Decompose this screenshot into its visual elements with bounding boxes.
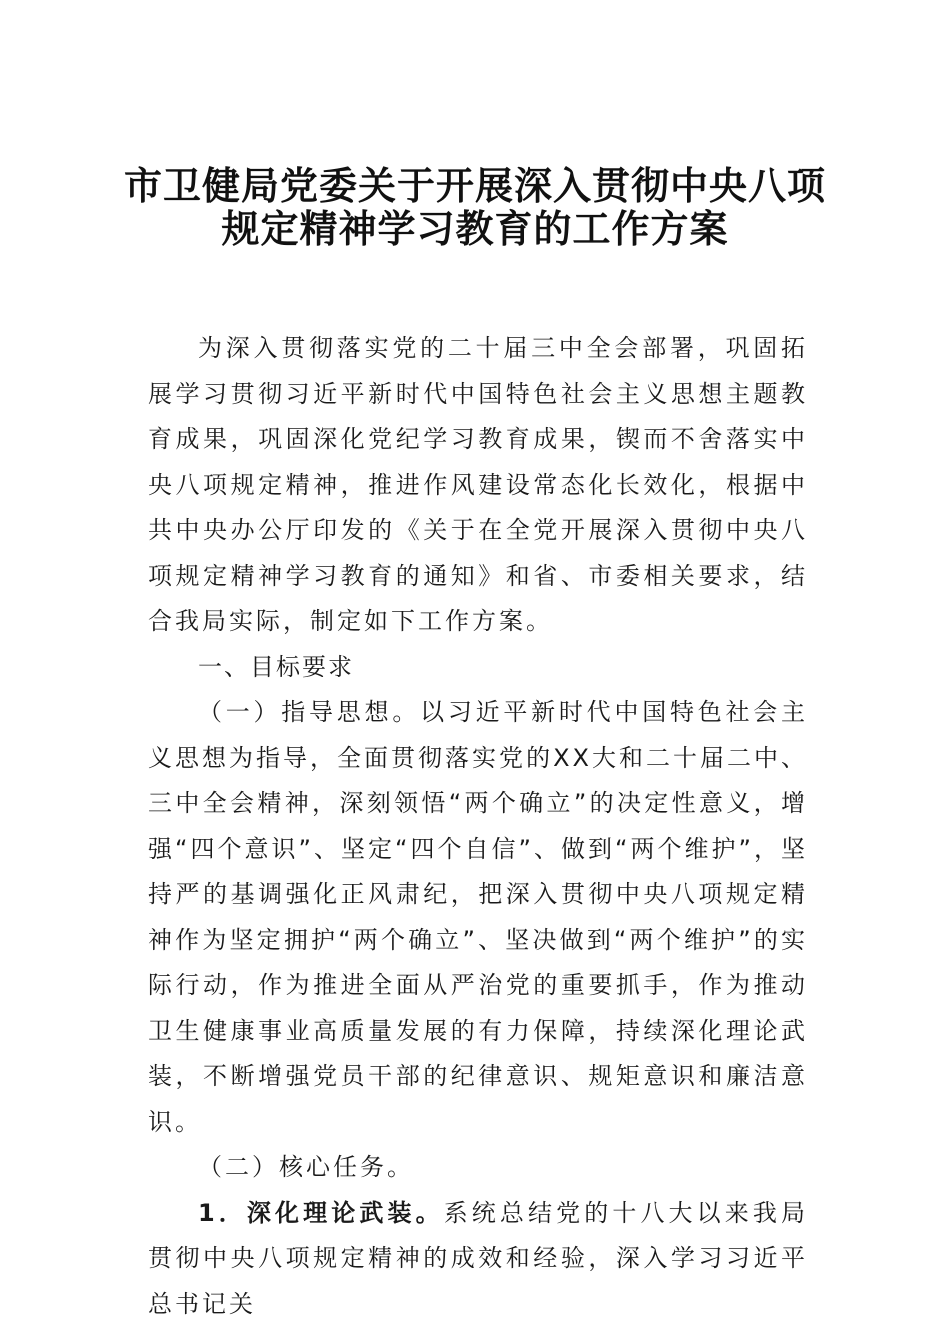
guiding-thought-paragraph xyxy=(148,690,808,1145)
core-tasks-heading: （二）核心任务。 xyxy=(198,1153,414,1181)
task-item-1 xyxy=(148,1191,808,1328)
task-item-1-text: 系统总结党的十八大以来我局贯彻中央八项规定精神的成效和经验，深入学习习近平总书记关 xyxy=(148,1198,808,1318)
document-title-line-2: 规定精神学习教育的工作方案 xyxy=(221,206,729,251)
section-heading-goals: 一、目标要求 xyxy=(198,652,354,681)
guiding-thought-label: （一）指导思想。 xyxy=(198,698,421,726)
intro-paragraph: 为深入贯彻落实党的二十届三中全会部署，巩固拓展学习贯彻习近平新时代中国特色社会主义思想主题教育成果，巩固深化党纪学习教育成果，锲而不舍落实中央八项规定精神，推进作风建设常态化长效化，根据中共中央办公厅印发的《关于在全党开展深入贯彻中央八项规定精神学习教育的通知》和省、市委相关要求，结合我局实际，制定如下工作方案。 xyxy=(148,334,808,635)
task-item-1-label: 1．深化理论武装。 xyxy=(198,1198,444,1227)
document-title-line-1: 市卫健局党委关于开展深入贯彻中央八项 xyxy=(123,163,826,208)
guiding-thought-text: 以习近平新时代中国特色社会主义思想为指导，全面贯彻落实党的XX大和二十届二中、三中全会精神，深刻领悟“两个确立”的决定性意义，增强“四个意识”、坚定“四个自信”、做到“两个维护”，坚持严的基调强化正风肃纪，把深入贯彻中央八项规定精神作为坚定拥护“两个确立”、坚决做到“两个维护”的实际行动，作为推进全面从严治党的重要抓手，作为推动卫生健康事业高质量发展的有力保障，持续深化理论武装，不断增强党员干部的纪律意识、规矩意识和廉洁意识。 xyxy=(148,698,809,1136)
document-body xyxy=(148,326,808,1327)
